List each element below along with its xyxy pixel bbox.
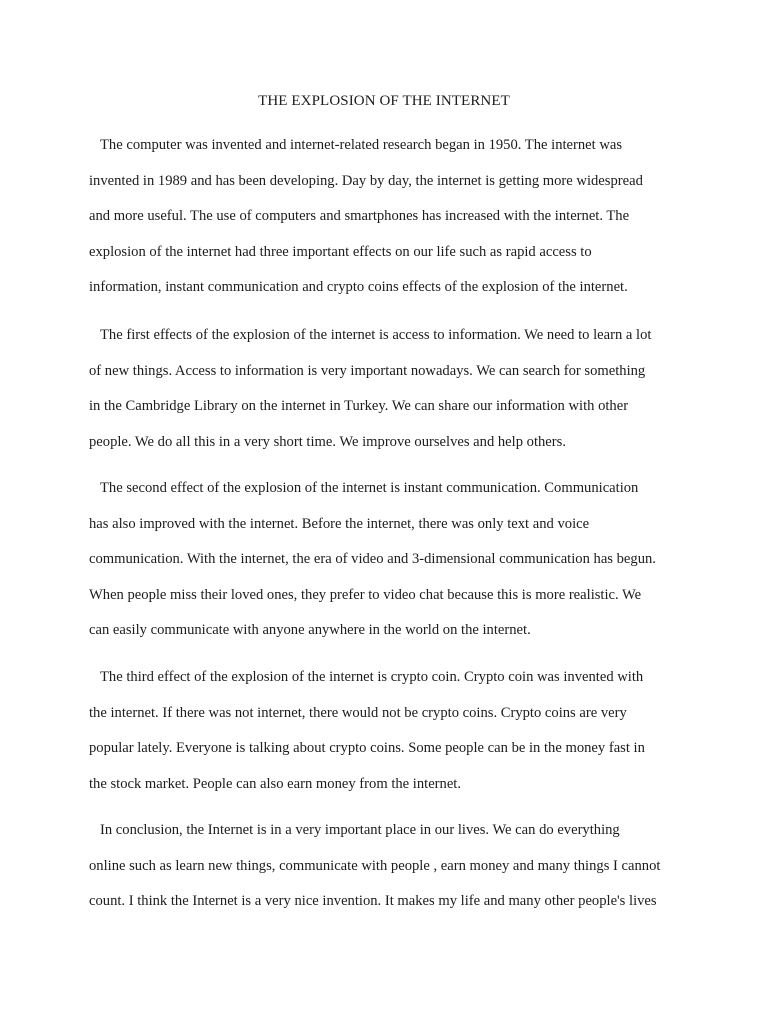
paragraph-introduction xyxy=(89,128,681,306)
paragraph-line: has also improved with the internet. Before the internet, there was only text and voice xyxy=(89,515,590,532)
paragraph-conclusion xyxy=(89,813,681,920)
paragraph-line: in the Cambridge Library on the internet in Turkey. We can share our information with other xyxy=(89,398,629,414)
paragraph-line: In conclusion, the Internet is in a very important place in our lives. We can do everything xyxy=(100,822,620,838)
paragraph-line: When people miss their loved ones, they prefer to video chat because this is more realistic. We xyxy=(89,586,642,603)
paragraph-line: The computer was invented and internet-related research began in 1950. The internet was xyxy=(100,137,623,153)
paragraph-line: can easily communicate with anyone anywhere in the world on the internet. xyxy=(89,622,531,638)
paragraph-line: of new things. Access to information is very important nowadays. We can search for something xyxy=(89,362,646,379)
paragraph-line: information, instant communication and crypto coins effects of the explosion of the internet. xyxy=(89,279,628,295)
paragraph-line: count. I think the Internet is a very nice invention. It makes my life and many other people's lives xyxy=(89,893,657,909)
paragraph-line: The second effect of the explosion of the internet is instant communication. Communication xyxy=(100,480,639,496)
paragraph-access-to-information xyxy=(89,318,681,460)
paragraph-line: communication. With the internet, the era of video and 3-dimensional communication has begun. xyxy=(89,551,656,567)
paragraph-line: online such as learn new things, communicate with people , earn money and many things I cannot xyxy=(89,857,661,874)
paragraph-instant-communication xyxy=(89,471,681,649)
paragraph-line: The first effects of the explosion of the internet is access to information. We need to learn a lot xyxy=(100,327,652,343)
paragraph-line: The third effect of the explosion of the internet is crypto coin. Crypto coin was invented with xyxy=(100,669,644,685)
paragraph-line: people. We do all this in a very short time. We improve ourselves and help others. xyxy=(89,433,566,450)
paragraph-line: the stock market. People can also earn money from the internet. xyxy=(89,775,462,792)
paragraph-line: explosion of the internet had three important effects on our life such as rapid access to xyxy=(89,243,592,260)
document-title: THE EXPLOSION OF THE INTERNET xyxy=(258,93,510,109)
paragraph-line: the internet. If there was not internet, there would not be crypto coins. Crypto coins are very xyxy=(89,704,627,721)
paragraph-crypto-coins xyxy=(89,660,681,802)
paragraph-line: and more useful. The use of computers and smartphones has increased with the internet. The xyxy=(89,208,630,224)
paragraph-line: invented in 1989 and has been developing. Day by day, the internet is getting more widespread xyxy=(89,172,643,189)
paragraph-line: popular lately. Everyone is talking about crypto coins. Some people can be in the money fast in xyxy=(89,740,645,756)
